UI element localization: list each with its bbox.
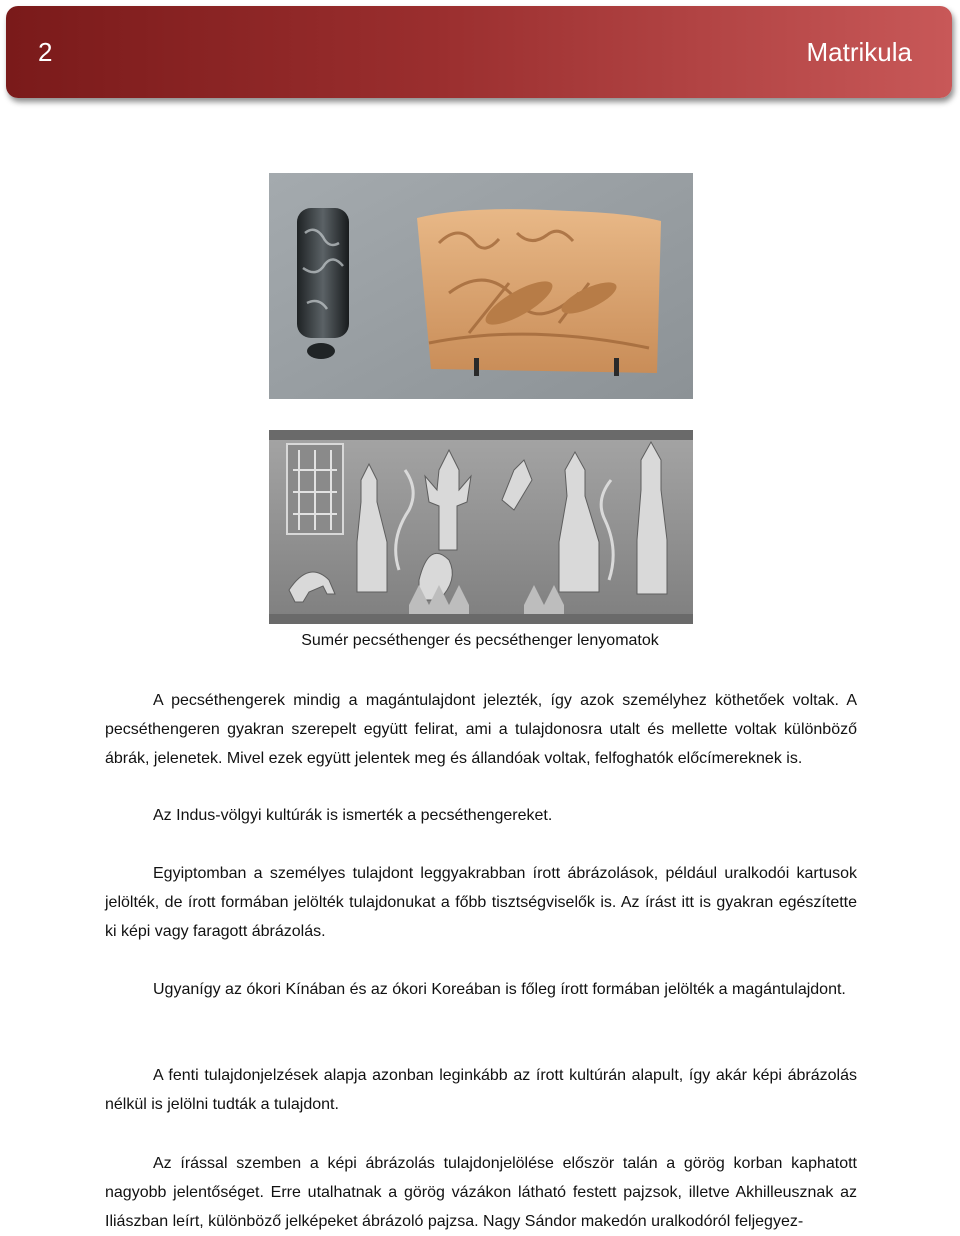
paragraph-written-culture: A fenti tulajdonjelzések alapja azonban leginkább az írott kultúrán alapult, így akár képi ábrázolás nélkül is jelölni tudták a tulajdont. — [105, 1067, 857, 1113]
paragraph-china-korea: Ugyanígy az ókori Kínában és az ókori Koreában is főleg írott formában jelölték a magántulajdont. — [153, 981, 846, 998]
header-title: Matrikula — [806, 37, 912, 67]
cylinder-seal-photo-icon — [269, 173, 693, 399]
cylinder-seal-photo — [269, 173, 693, 399]
page-header-bar — [6, 6, 952, 98]
paragraph-seal-ownership: A pecséthengerek mindig a magántulajdont jelezték, így azok személyhez köthetőek voltak. A pecséthengeren gyakran szerepelt együtt felirat, ami a tulajdonosra utalt és mellette voltak különböző ábrák, jelenetek. Mivel ezek együtt jelentek meg és állandóak voltak, felfoghatók előcímereknek is. — [105, 692, 857, 767]
paragraph-egypt: Egyiptomban a személyes tulajdont leggyakrabban írott ábrázolások, például uralkodói kartusok jelölték, de írott formában jelölték tulajdonukat a főbb tisztségviselők is. Az írást itt is gyakran egészítette ki képi vagy faragott ábrázolás. — [105, 865, 857, 940]
page-number: 2 — [38, 37, 53, 67]
figure-caption: Sumér pecséthenger és pecséthenger lenyomatok — [301, 632, 659, 649]
paragraph-greek: Az írással szemben a képi ábrázolás tulajdonjelölése először talán a görög korban kaphatott nagyobb jelentőséget. Erre utalhatnak a görög vázákon látható festett pajzsok, illetve Akhilleusznak az Iliászban leírt, különböző jelképeket ábrázoló pajzsa. Nagy Sándor makedón uralkodóról feljegyez- — [105, 1155, 857, 1230]
seal-impression-relief — [269, 430, 693, 624]
paragraph-indus: Az Indus-völgyi kultúrák is ismerték a pecséthengereket. — [153, 807, 553, 824]
seal-impression-relief-icon — [269, 430, 693, 624]
